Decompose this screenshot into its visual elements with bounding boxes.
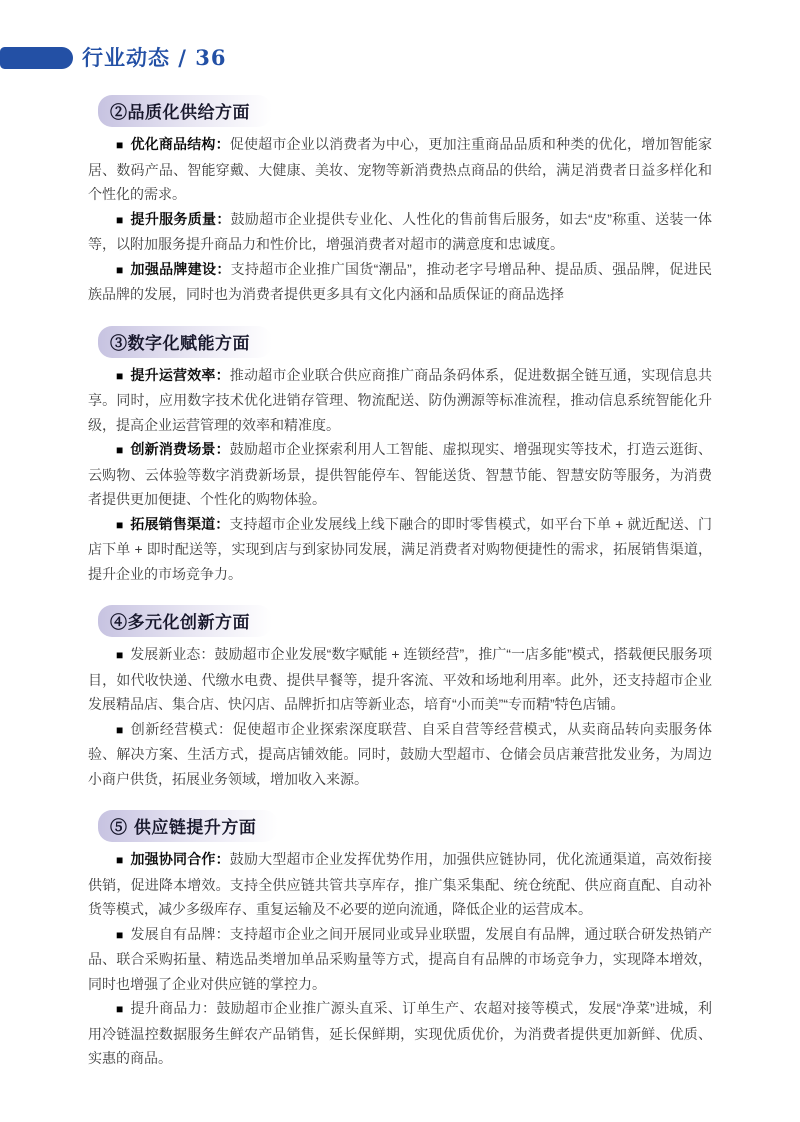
bullet-square-icon: ■	[116, 722, 124, 737]
paragraph-text: 支持超市企业发展线上线下融合的即时零售模式，如平台下单 + 就近配送、门店下单 + 即时配送等，实现到店与到家协同发展，满足消费者对购物便捷性的需求，拓展销售渠道，提升企业的市场竞争力。	[88, 515, 713, 582]
bullet-square-icon: ■	[116, 443, 124, 457]
header-pill-icon	[0, 47, 73, 69]
paragraph	[88, 996, 712, 1071]
paragraph-label: 提升运营效率：	[130, 366, 230, 383]
bullet-square-icon: ■	[116, 517, 124, 532]
paragraph-label: 发展自有品牌：	[130, 925, 230, 942]
paragraph-label: 加强品牌建设：	[130, 260, 231, 277]
section-badge: ④多元化创新方面	[98, 605, 272, 637]
section-diversified-innovation	[88, 586, 712, 791]
bullet-square-icon: ■	[116, 212, 124, 227]
paragraph	[88, 512, 712, 587]
bullet-square-icon: ■	[116, 1002, 124, 1016]
paragraph-label: 发展新业态：	[130, 646, 215, 662]
bullet-square-icon: ■	[116, 853, 124, 867]
paragraph-label: 提升商品力：	[130, 1000, 217, 1016]
paragraph-text: 鼓励超市企业探索利用人工智能、虚拟现实、增强现实等技术，打造云逛街、云购物、云体验等数字消费新场景，提供智能停车、智能送货、智慧节能、智慧安防等服务，为消费者提供更加便捷、个性化的购物体验。	[88, 441, 713, 507]
page-title: 行业动态 / 36	[82, 45, 227, 70]
paragraph-text: 支持超市企业之间开展同业或异业联盟，发展自有品牌，通过联合研发热销产品、联合采购拓量、精选品类增加单品采购量等方式，提高自有品牌的市场竞争力，实现降本增效，同时也增强了企业对供应链的掌控力。	[88, 925, 713, 992]
paragraph	[88, 437, 712, 512]
page-content	[88, 71, 712, 1071]
paragraph-label: 创新消费场景：	[130, 441, 230, 457]
paragraph-text: 支持超市企业推广国货“潮品”，推动老字号增品种、提品质、强品牌，促进民族品牌的发展，同时也为消费者提供更多具有文化内涵和品质保证的商品选择	[88, 260, 713, 302]
paragraph	[88, 847, 712, 922]
bullet-square-icon: ■	[116, 648, 124, 662]
bullet-square-icon: ■	[116, 368, 124, 383]
paragraph-text: 鼓励超市企业提供专业化、人性化的售前售后服务，如去“皮”称重、送装一体等，以附加服务提升商品力和性价比，增强消费者对超市的满意度和忠诚度。	[88, 210, 713, 252]
page-header	[0, 45, 800, 71]
section-badge: ⑤ 供应链提升方面	[98, 810, 278, 842]
bullet-square-icon: ■	[116, 262, 124, 277]
paragraph	[88, 207, 712, 257]
paragraph	[88, 717, 712, 792]
paragraph	[88, 257, 712, 307]
paragraph-text: 鼓励超市企业推广源头直采、订单生产、农超对接等模式，发展“净菜”进城，利用冷链温控数据服务生鲜农产品销售，延长保鲜期，实现优质优价，为消费者提供更加新鲜、优质、实惠的商品。	[88, 1000, 713, 1066]
paragraph-label: 加强协同合作：	[130, 851, 230, 867]
paragraph	[88, 132, 712, 207]
bullet-square-icon: ■	[116, 138, 124, 152]
section-quality-supply	[88, 71, 712, 307]
paragraph	[88, 922, 712, 997]
paragraph-text: 鼓励超市企业发展“数字赋能 + 连锁经营”，推广“一店多能”模式，搭载便民服务项目，如代收快递、代缴水电费、提供早餐等，提升客流、平效和场地利用率。此外，还支持超市企业发展精品店、集合店、快闪店、品牌折扣店等新业态，培育“小而美”“专而精”特色店铺。	[88, 646, 713, 712]
paragraph	[88, 642, 712, 717]
paragraph	[88, 363, 712, 438]
paragraph-text: 鼓励大型超市企业发挥优势作用，加强供应链协同，优化流通渠道，高效衔接供销，促进降本增效。支持全供应链共管共享库存，推广集采集配、统仓统配、供应商直配、自动补货等模式，减少多级库存、重复运输及不必要的逆向流通，降低企业的运营成本。	[88, 851, 713, 917]
section-supply-chain-improvement	[88, 791, 712, 1071]
paragraph-text: 推动超市企业联合供应商推广商品条码体系，促进数据全链互通，实现信息共享。同时，应用数字技术优化进销存管理、物流配送、防伪溯源等标准流程，推动信息系统智能化升级，提高企业运营管理的效率和精准度。	[88, 366, 713, 433]
paragraph-text: 促使超市企业探索深度联营、自采自营等经营模式，从卖商品转向卖服务体验、解决方案、生活方式，提高店铺效能。同时，鼓励大型超市、仓储会员店兼营批发业务，为周边小商户供货，拓展业务领域，增加收入来源。	[88, 720, 713, 787]
document-page	[0, 45, 800, 1122]
paragraph-label: 提升服务质量：	[130, 210, 231, 227]
paragraph-text: 促使超市企业以消费者为中心，更加注重商品品质和种类的优化，增加智能家居、数码产品、智能穿戴、大健康、美妆、宠物等新消费热点商品的供给，满足消费者日益多样化和个性化的需求。	[88, 136, 713, 202]
paragraph-label: 拓展销售渠道：	[130, 515, 230, 532]
paragraph-label: 优化商品结构：	[130, 136, 230, 152]
section-badge: ②品质化供给方面	[98, 95, 272, 127]
bullet-square-icon: ■	[116, 927, 124, 942]
section-badge: ③数字化赋能方面	[98, 326, 272, 358]
paragraph-label: 创新经营模式：	[130, 720, 233, 737]
section-digital-enablement	[88, 307, 712, 587]
